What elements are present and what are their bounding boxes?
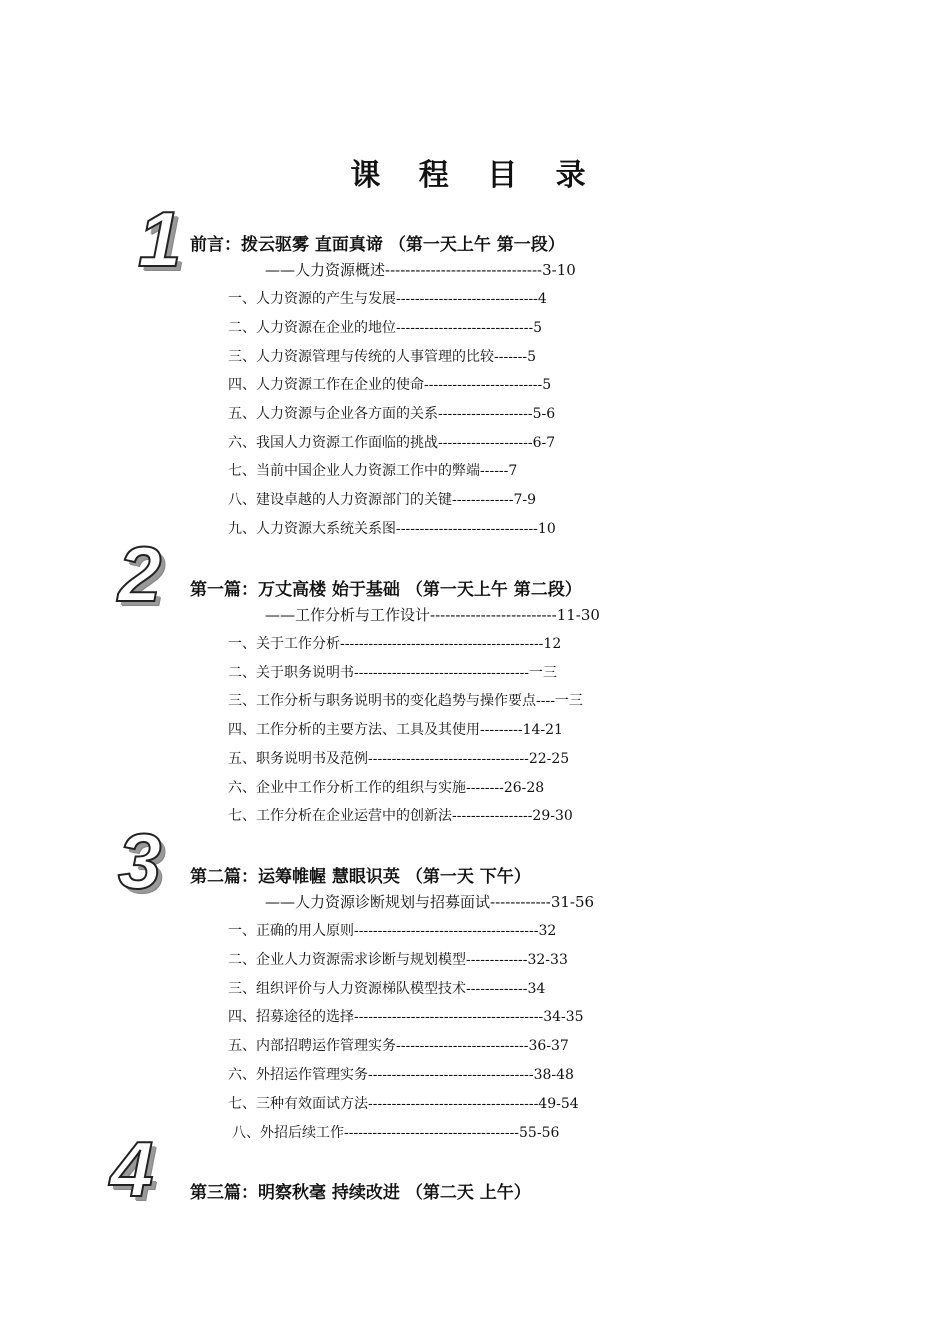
section-heading-3: 第二篇：运筹帷幄 慧眼识英 （第一天 下午） bbox=[190, 867, 531, 887]
toc-item: 二、企业人力资源需求诊断与规划模型-------------32-33 bbox=[228, 952, 568, 968]
page-title: 课 程 目 录 bbox=[350, 158, 600, 193]
toc-item: 四、招募途径的选择----------------------------------------34-35 bbox=[228, 1009, 584, 1025]
section-subtitle-1: ——人力资源概述-------------------------------3-10 bbox=[265, 261, 576, 279]
section-subtitle-2: ——工作分析与工作设计-------------------------11-30 bbox=[265, 606, 600, 624]
toc-item: 六、企业中工作分析工作的组织与实施--------26-28 bbox=[228, 780, 545, 796]
toc-item: 七、三种有效面试方法------------------------------------49-54 bbox=[228, 1096, 579, 1112]
toc-item: 六、外招运作管理实务-----------------------------------38-48 bbox=[228, 1067, 574, 1083]
toc-item: 五、职务说明书及范例----------------------------------22-25 bbox=[228, 751, 570, 767]
toc-item: 三、组织评价与人力资源梯队模型技术-------------34 bbox=[228, 981, 546, 997]
section-heading-1: 前言：拨云驱雾 直面真谛 （第一天上午 第一段） bbox=[190, 235, 565, 255]
section-number-2: 2 bbox=[118, 530, 162, 618]
toc-item: 一、关于工作分析-------------------------------------------12 bbox=[228, 636, 562, 652]
toc-item: 五、人力资源与企业各方面的关系--------------------5-6 bbox=[228, 406, 556, 422]
toc-item: 三、人力资源管理与传统的人事管理的比较-------5 bbox=[228, 349, 537, 365]
toc-item: 四、工作分析的主要方法、工具及其使用---------14-21 bbox=[228, 722, 563, 738]
section-number-4: 4 bbox=[110, 1125, 154, 1213]
toc-item: 五、内部招聘运作管理实务----------------------------36-37 bbox=[228, 1038, 569, 1054]
section-heading-4: 第三篇：明察秋毫 持续改进 （第二天 上午） bbox=[190, 1183, 531, 1203]
toc-item: 三、工作分析与职务说明书的变化趋势与操作要点----一三 bbox=[228, 693, 583, 709]
toc-item: 二、关于职务说明书-------------------------------------一三 bbox=[228, 665, 558, 681]
toc-item: 七、工作分析在企业运营中的创新法-----------------29-30 bbox=[228, 808, 573, 824]
toc-item: 六、我国人力资源工作面临的挑战--------------------6-7 bbox=[228, 435, 556, 451]
section-subtitle-3: ——人力资源诊断规划与招募面试------------31-56 bbox=[265, 893, 595, 911]
section-number-1: 1 bbox=[138, 195, 182, 283]
section-heading-2: 第一篇：万丈高楼 始于基础 （第一天上午 第二段） bbox=[190, 580, 582, 600]
toc-item: 八、外招后续工作-------------------------------------55-56 bbox=[232, 1125, 560, 1141]
section-number-3: 3 bbox=[118, 817, 162, 905]
toc-item: 一、正确的用人原则---------------------------------------32 bbox=[228, 923, 557, 939]
toc-item: 七、当前中国企业人力资源工作中的弊端------7 bbox=[228, 463, 518, 479]
toc-item: 九、人力资源大系统关系图------------------------------10 bbox=[228, 521, 556, 537]
toc-item: 一、人力资源的产生与发展------------------------------4 bbox=[228, 291, 547, 307]
toc-item: 八、建设卓越的人力资源部门的关键-------------7-9 bbox=[228, 492, 537, 508]
toc-item: 二、人力资源在企业的地位-----------------------------5 bbox=[228, 320, 543, 336]
toc-item: 四、人力资源工作在企业的使命-------------------------5 bbox=[228, 377, 552, 393]
